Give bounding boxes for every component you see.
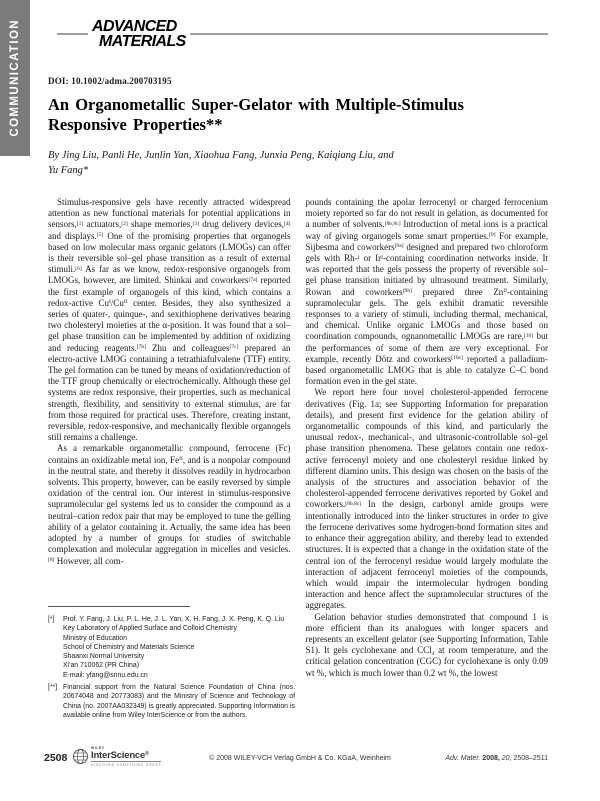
communication-banner <box>0 0 30 156</box>
affiliation-line: Key Laboratory of Applied Surface and Colloid Chemistry <box>63 625 237 633</box>
citation-pages: 2508–2511 <box>513 755 548 762</box>
right-column <box>306 197 549 679</box>
citation-journal: Adv. Mater. <box>445 755 481 762</box>
body-paragraph: Stimulus-responsive gels have recently attracted widespread attention as new functional materials for potential applications in sensors,[1] actuators,[2] shape memories,[3] drug delivery devices,[4] and displays.[5] One of the promising properties that organogels based on low molecular mass organic gelators (LMOGs) can offer is their reversible sol–gel phase transition as a result of external stimuli.[6] As far as we know, redox-responsive organogels from LMOGs, however, are limited. Shinkai and coworkers[7a] reported the first example of organogels of this kind, which contains a redox-active $Cu^I/Cu^{II}$ center. Besides, they also synthesized a series of quater-, quinque-, and sexithiophene derivatives bearing two cholesteryl moieties at the α-position. It was found that a sol–gel phase transition can be implemented by addition of oxidizing and reducing reagents.[7b] Zhu and colleagues[7c] prepared an electro-active LMOG containing a tetrathiafulvalene (TTF) entity. The gel formation can be tuned by means of oxidation/reduction of the TTF group chemically or electrochemically. Although these gel systems are redox responsive, their properties, such as mechanical strength, flexibility, and sensitivity to external stimulus, are far from those required for practical uses. Therefore, creating instant, reversible, redox-responsive, and mechanically flexible organogels still remains a challenge. <box>48 197 291 443</box>
affiliation-lines <box>63 615 295 680</box>
footnote-marker: [*] <box>48 616 55 623</box>
byline <box>48 149 394 178</box>
advanced-materials-logo <box>88 20 190 49</box>
citation-year: 2008, <box>482 755 500 762</box>
copyright-text: © 2008 WILEY-VCH Verlag GmbH & Co. KGaA, Weinheim <box>209 755 391 762</box>
funding-footnote <box>48 683 295 720</box>
wiley-label: WILEY <box>91 746 105 750</box>
page-number: 2508 <box>44 752 68 764</box>
body-paragraph: pounds containing the apolar ferrocenyl or charged ferrocenium moiety reported so far do not result in gelation, as documented for a number of solvents.[8b,8c] Introduction of metal ions is a practical way of giving organogels some smart properties.[9] For example, Sijbesma and coworkers[9a] designed and prepared two chloroform gels with Rh-$^I$ or $Ir^I$-containing coordination networks inside. It was reported that the gels possess the property of reversible sol–gel phase transition initiated by ultrasound treatment. Similarly, Rowan and coworkers[9b] prepared three $Zn^{II}$-containing supramolecular gels. The gels exhibit dramatic reversible responses to a variety of stimuli, including thermal, mechanical, and chemical. Unlike organic LMOGs and those based on coordination compounds, ognanometallic LMOGs are rare,[10] but the performances of some of them are very exceptional. For example, recently Dötz and coworkers[10c] reported a palladium-based organometallic LMOG that is able to catalyze C–C bond formation even in the gel state. <box>305 197 548 387</box>
title-line1: An Organometallic Super-Gelator with Multiple-Stimulus <box>48 95 464 114</box>
affiliation-line: Ministry of Education <box>63 634 127 642</box>
affiliation-line: Shaanxi Normal University <box>63 653 145 661</box>
body-paragraph: Gelation behavior studies demonstrated that compound 1 is more efficient than its analogues with longer spacers and represents an excellent gelator (see Supporting Information, Table S1). It gels cyclohexane and CCl$_4$ at room temperature, and the critical gelation concentration (CGC) for cyclohexane is only 0.09 wt %, which is much lower than 0.2 wt %, the lowest <box>305 611 548 678</box>
journal-citation <box>445 755 548 762</box>
affiliation-footnote <box>48 615 295 680</box>
byline-line1: By Jing Liu, Panli He, Junlin Yan, Xiaohua Fang, Junxia Peng, Kaiqiang Liu, and <box>48 150 394 161</box>
page-footer <box>0 744 600 778</box>
logo-line1: ADVANCED <box>92 18 177 35</box>
banner-label: COMMUNICATION <box>9 19 21 137</box>
registered-mark: ® <box>145 751 149 757</box>
logo-line2: MATERIALS <box>99 32 186 50</box>
funding-text: Financial support from the Natural Science Foundation of China (nos. 20674048 and 20773083) and the Ministry of Science and Technology of China (no. 2007AA032349) is greatly appreciated. Supporting Information is available online from Wiley InterScience or from the authors. <box>63 684 295 719</box>
email-text: E-mail: yfang@snnu.edu.cn <box>63 671 148 679</box>
title-line2: Responsive Properties** <box>48 114 223 134</box>
interscience-label: InterScience <box>91 750 146 761</box>
doi-text: DOI: 10.1002/adma.200703195 <box>48 76 172 86</box>
affiliation-line: Prof. Y. Fang, J. Liu, P. L. He, J. L. Yan, X. H. Fang, J. X. Peng, K. Q. Liu <box>63 616 285 623</box>
footnote-marker: [**] <box>48 684 58 692</box>
footnote-rule <box>48 606 190 607</box>
body-paragraph: As a remarkable organometallic compound, ferrocene (Fc) contains an oxidizable metal ion, $Fe^{II}$, and is a nonpolar compound in the neutral state, and thereby it dissolves readily in hydrocarbon solvents. This property, however, can be easily reversed by simple oxidation of the central ion. Our interest in stimulus-responsive supramolecular gel systems led us to consider the compound as a neutral–cation redox pair that may be employed to tune the gelling ability of a gelator containing it. Actually, the same idea has been adopted by a number of groups for studies of switchable complexation and molecular aggregation in micelles and vesicles.[8] However, all com- <box>48 443 291 566</box>
footnotes-block <box>48 606 295 723</box>
citation-volume: 20, <box>501 755 512 762</box>
article-title <box>48 95 528 134</box>
interscience-tagline: DISCOVER SOMETHING GREAT <box>91 763 162 767</box>
byline-line2: Yu Fang* <box>48 164 89 176</box>
affiliation-line: Xi'an 710062 (PR China) <box>63 662 140 670</box>
affiliation-line: School of Chemistry and Materials Science <box>63 643 195 651</box>
body-paragraph: We report here four novel cholesterol-appended ferrocene derivatives (Fig. 1a; see Supporting Information for preparation details), and present first evidence for the gelation ability of organometallic compounds of this kind, and particularly the unusual redox-, mechanical-, and ultrasonic-controllable sol–gel phase transition phenomena. These gelators contain one redox-active ferrocenyl moiety and one cholesteryl residue linked by different diamino units. This design was chosen on the basis of the analysis of the structures and association behavior of the cholesterol-appended ferrocene derivatives reported by Gokel and coworkers.[8b,8c] In the design, carbonyl amide groups were intentionally introduced into the linker structures in order to give the ferrocene derivatives some hydrogen-bond formation sites and to enhance their aggregation ability, and thereby lead to extended structures. It is expected that a change in the oxidation state of the central ion of the ferrocenyl residue would largely modulate the interaction of adjacent ferrocenyl moieties of the compounds, which would impair the intermolecular hydrogen bonding interaction and hence affect the supramolecular structures of the aggregates. <box>305 387 548 611</box>
